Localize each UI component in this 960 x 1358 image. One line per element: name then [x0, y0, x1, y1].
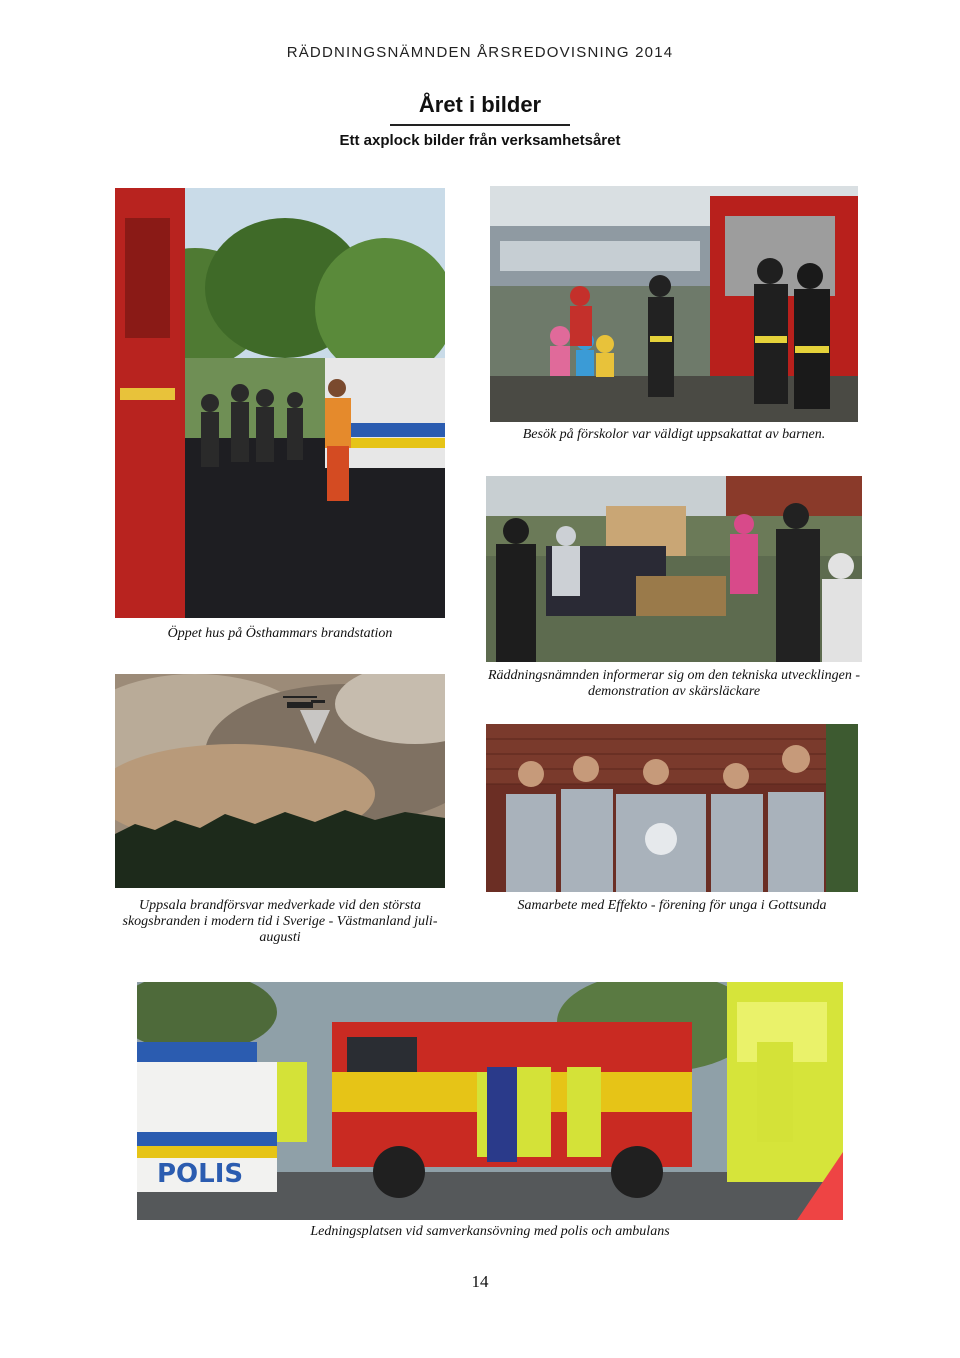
photo-command-post — [137, 982, 843, 1220]
caption-forest-fire: Uppsala brandförsvar medverkade vid den största skogsbranden i modern tid i Sverige - Västmanland juli-augusti — [122, 898, 438, 945]
caption-open-house: Öppet hus på Östhammars brandstation — [167, 626, 393, 641]
police-car-text: POLIS — [157, 1159, 244, 1189]
caption-preschool-visit: Besök på förskolor var väldigt uppsakattat av barnen. — [522, 427, 826, 442]
page-title: Året i bilder — [418, 92, 542, 117]
caption-effekto: Samarbete med Effekto - förening för unga i Gottsunda — [517, 898, 827, 913]
photo-preschool-visit — [490, 186, 858, 422]
photo-open-house — [115, 188, 445, 618]
page-number: 14 — [471, 1272, 489, 1291]
running-header: RÄDDNINGSNÄMNDEN ÅRSREDOVISNING 2014 — [286, 44, 674, 61]
title-underline — [390, 124, 570, 126]
caption-command-post: Ledningsplatsen vid samverkansövning med polis och ambulans — [310, 1224, 670, 1239]
page-subtitle: Ett axplock bilder från verksamhetsåret — [339, 132, 621, 149]
photo-forest-fire — [115, 674, 445, 888]
photo-demonstration — [486, 476, 862, 662]
caption-demonstration: Räddningsnämnden informerar sig om den tekniska utvecklingen - demonstration av skärsläckare — [487, 668, 861, 699]
photo-effekto — [486, 724, 858, 892]
